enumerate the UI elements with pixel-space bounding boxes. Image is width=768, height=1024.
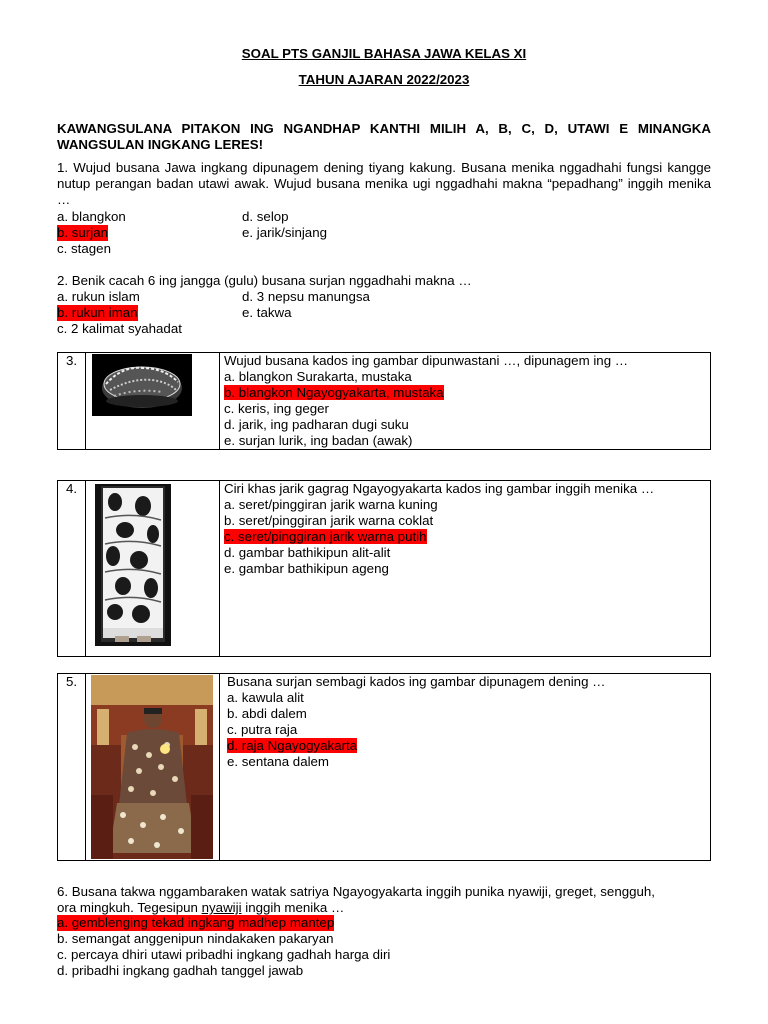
document-title: SOAL PTS GANJIL BAHASA JAWA KELAS XI	[241, 46, 527, 61]
q3-image-cell	[86, 353, 220, 450]
q5-option-d-answer: d. raja Ngayogyakarta	[227, 738, 358, 753]
q4-question-text: Ciri khas jarik gagrag Ngayogyakarta kados ing gambar inggih menika …	[224, 481, 655, 496]
q6-option-d: d. pribadhi ingkang gadhah tanggel jawab	[57, 963, 304, 978]
question-6-text-line2	[57, 900, 344, 916]
q1-option-c: c. stagen	[57, 241, 111, 256]
jarik-batik-image	[95, 484, 171, 646]
q5-option-e: e. sentana dalem	[227, 754, 330, 769]
blangkon-image	[92, 354, 192, 416]
q6-text-part1: ora mingkuh. Tegesipun	[57, 900, 202, 915]
q6-option-c: c. percaya dhiri utawi pribadhi ingkang gadhah harga diri	[57, 947, 391, 962]
q4-option-e: e. gambar bathikipun ageng	[224, 561, 389, 576]
q5-option-a: a. kawula alit	[227, 690, 304, 705]
q5-text-cell	[220, 674, 711, 861]
q3-option-d: d. jarik, ing padharan dugi suku	[224, 417, 409, 432]
question-4-table	[57, 480, 711, 657]
question-1-text: 1. Wujud busana Jawa ingkang dipunagem dening tiyang kakung. Busana menika nggadhahi fungsi kangge nutup perangan badan utawi awak. Wujud busana menika ugi nggadhahi makna “pepadhang” inggih menika …	[57, 160, 711, 207]
q3-number: 3.	[58, 353, 86, 450]
q3-option-e: e. surjan lurik, ing badan (awak)	[224, 433, 413, 448]
q4-number: 4.	[58, 481, 86, 657]
q5-image-cell	[86, 674, 220, 861]
q4-image-cell	[86, 481, 220, 657]
question-5-table	[57, 673, 711, 861]
question-2-text: 2. Benik cacah 6 ing jangga (gulu) busana surjan nggadhahi makna …	[57, 273, 472, 288]
q3-text-cell	[220, 353, 711, 450]
q4-text-cell	[220, 481, 711, 657]
question-3-table	[57, 352, 711, 450]
q2-option-c: c. 2 kalimat syahadat	[57, 321, 182, 336]
q6-option-a-answer: a. gemblenging tekad ingkang madhep mantep	[57, 915, 335, 930]
q5-number: 5.	[58, 674, 86, 861]
q4-option-a: a. seret/pinggiran jarik warna kuning	[224, 497, 438, 512]
q6-term-nyawiji: nyawiji	[201, 900, 242, 915]
q4-option-d: d. gambar bathikipun alit-alit	[224, 545, 391, 560]
q1-option-b-answer: b. surjan	[57, 225, 108, 240]
q1-option-e: e. jarik/sinjang	[242, 225, 327, 240]
q1-option-d: d. selop	[242, 209, 289, 224]
question-6-text-line1: 6. Busana takwa nggambaraken watak satriya Ngayogyakarta inggih punika nyawiji, greget, sengguh,	[57, 884, 655, 899]
q2-option-b-answer: b. rukun iman	[57, 305, 138, 320]
q2-option-a: a. rukun islam	[57, 289, 140, 304]
sultan-surjan-image	[91, 675, 213, 859]
academic-year: TAHUN AJARAN 2022/2023	[298, 72, 470, 87]
instruction: KAWANGSULANA PITAKON ING NGANDHAP KANTHI MILIH A, B, C, D, UTAWI E MINANGKA WANGSULAN INGKANG LERES!	[57, 121, 711, 152]
q3-question-text: Wujud busana kados ing gambar dipunwastani …, dipunagem ing …	[224, 353, 629, 368]
q5-option-c: c. putra raja	[227, 722, 298, 737]
q5-question-text: Busana surjan sembagi kados ing gambar dipunagem dening …	[227, 674, 606, 689]
q3-option-c: c. keris, ing geger	[224, 401, 329, 416]
q6-text-part2: inggih menika …	[241, 900, 345, 915]
q5-option-b: b. abdi dalem	[227, 706, 307, 721]
q4-option-b: b. seret/pinggiran jarik warna coklat	[224, 513, 434, 528]
q3-option-a: a. blangkon Surakarta, mustaka	[224, 369, 412, 384]
q2-option-e: e. takwa	[242, 305, 292, 320]
q1-option-a: a. blangkon	[57, 209, 126, 224]
q3-option-b-answer: b. blangkon Ngayogyakarta, mustaka	[224, 385, 444, 400]
q4-option-c-answer: c. seret/pinggiran jarik warna putih	[224, 529, 427, 544]
q6-option-b: b. semangat anggenipun nindakaken pakaryan	[57, 931, 334, 946]
q2-option-d: d. 3 nepsu manungsa	[242, 289, 370, 304]
